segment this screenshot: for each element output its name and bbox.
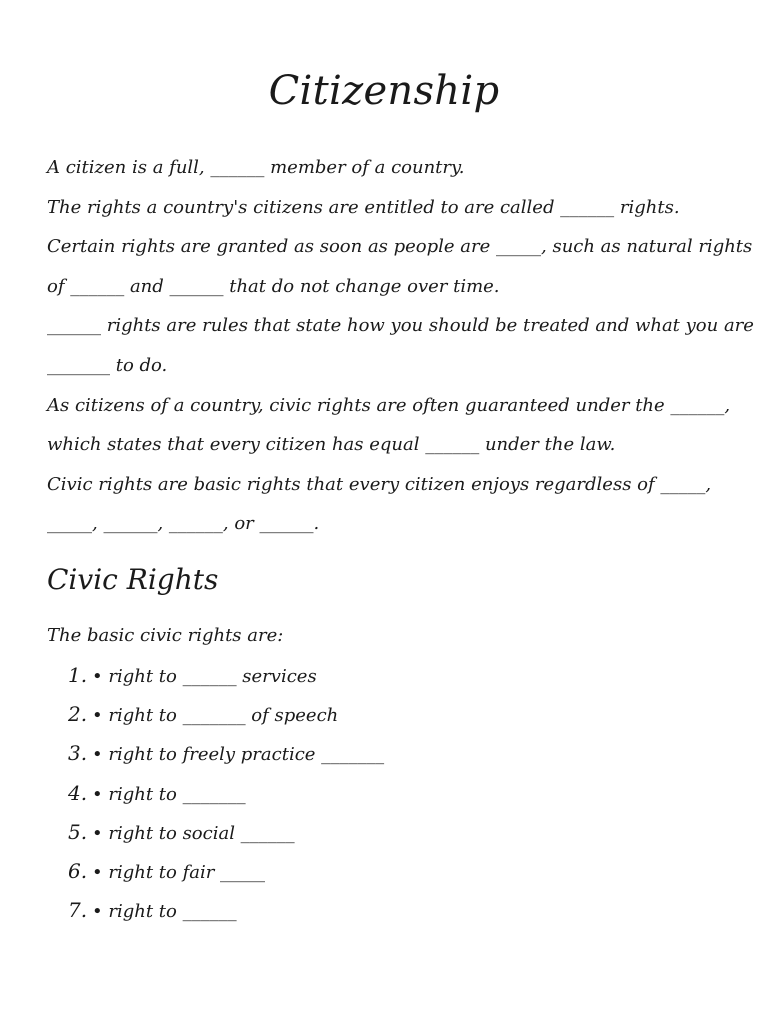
item-number: 5.: [68, 819, 88, 844]
list-item: [68, 894, 384, 933]
item-text: • right to freely practice _______: [92, 744, 385, 766]
item-number: 2.: [68, 702, 88, 727]
intro-paragraph: [47, 152, 754, 548]
page-title: Citizenship: [268, 68, 500, 114]
rights-list: [68, 659, 384, 933]
item-number: 6.: [68, 858, 88, 883]
item-text: • right to fair _____: [92, 861, 266, 883]
item-text: • right to ______: [92, 901, 237, 923]
item-number: 4.: [68, 780, 88, 805]
list-item: [68, 816, 384, 855]
item-number: 3.: [68, 741, 88, 766]
item-text: • right to _______: [92, 783, 246, 805]
text-line: Civic rights are basic rights that every citizen enjoys regardless of _____,: [47, 473, 712, 495]
text-line: which states that every citizen has equal ______ under the law.: [47, 434, 616, 456]
text-line: As citizens of a country, civic rights are often guaranteed under the ______,: [47, 394, 731, 416]
list-item: [68, 777, 384, 816]
item-number: 1.: [68, 663, 88, 687]
list-item: [68, 737, 384, 776]
section-heading: Civic Rights: [47, 563, 219, 596]
text-line: ______ rights are rules that state how you should be treated and what you are: [47, 315, 754, 337]
text-line: _______ to do.: [47, 354, 168, 376]
text-line: A citizen is a full, ______ member of a country.: [47, 157, 465, 178]
list-item: [68, 855, 384, 894]
list-intro: The basic civic rights are:: [47, 625, 284, 646]
text-line: _____, ______, ______, or ______.: [47, 513, 320, 535]
text-line: The rights a country's citizens are entitled to are called ______ rights.: [47, 196, 680, 218]
text-line: of ______ and ______ that do not change over time.: [47, 275, 500, 297]
item-text: • right to _______ of speech: [92, 705, 339, 727]
item-text: • right to ______ services: [92, 666, 317, 687]
text-line: Certain rights are granted as soon as people are _____, such as natural rights: [47, 236, 753, 258]
item-number: 7.: [68, 898, 88, 923]
list-item: [68, 659, 384, 698]
list-item: [68, 698, 384, 737]
item-text: • right to social ______: [92, 822, 295, 844]
